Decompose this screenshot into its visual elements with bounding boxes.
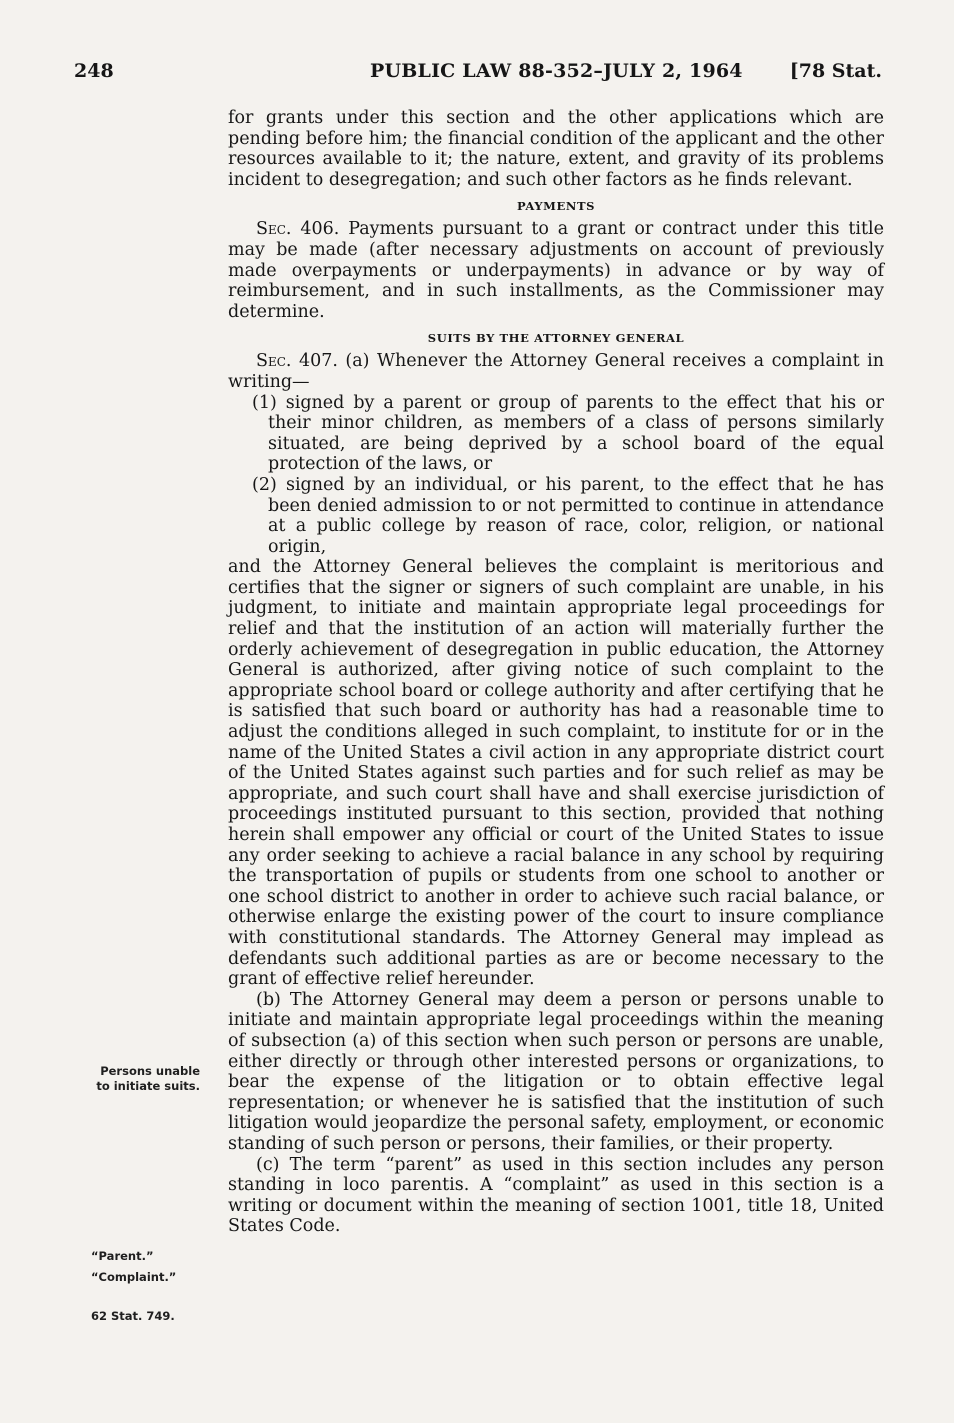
paragraph-main: and the Attorney General believes the complaint is meritorious and certifies that the signer or signers of such complaint are unable, in his judgment, to initiate and maintain appropriate legal proceedings for relief and that the institution of an action will materially further the orderly achievement of desegregation in public education, the Attorney General is authorized, after giving notice of such complaint to the appropriate school board or college authority and after certifying that he is satisfied that such board or authority has had a reasonable time to adjust the conditions alleged in such complaint, to institute for or in the name of the United States a civil action in any appropriate district court of the United States against such parties and for such relief as may be appropriate, and such court shall have and shall exercise jurisdiction of proceedings instituted pursuant to this section, provided that nothing herein shall empower any official or court of the United States to issue any order seeking to achieve a racial balance in any school by requiring the transportation of pupils or students from one school to another or one school district to another in order to achieve such racial balance, or otherwise enlarge the existing power of the court to insure compliance with constitutional standards. The Attorney General may implead as defendants such additional parties as are or become necessary to the grant of effective relief hereunder. — [228, 557, 884, 990]
document-body — [228, 108, 884, 1237]
statute-reference: [78 Stat. — [789, 60, 882, 82]
margin-note-parent: “Parent.” — [91, 1249, 154, 1263]
page-title: PUBLIC LAW 88-352–JULY 2, 1964 — [370, 60, 743, 82]
section-407 — [228, 351, 884, 392]
section-406 — [228, 219, 884, 322]
page-number: 248 — [74, 60, 114, 82]
bleed-through-text — [740, 1362, 744, 1376]
subsection-b: (b) The Attorney General may deem a person or persons unable to initiate and maintain appropriate legal proceedings within the meaning of subsection (a) of this section when such person or persons are unable, either directly or through other interested persons or organizations, to bear the expense of the litigation or to obtain effective legal representation; or whenever he is satisfied that the institution of such litigation would jeopardize the personal safety, employment, or economic standing of such person or persons, their families, or their property. — [228, 989, 884, 1154]
section-407-label: Sec. 407. — [256, 351, 338, 372]
section-heading-payments: PAYMENTS — [516, 199, 596, 214]
subsection-c: (c) The term “parent” as used in this section includes any person standing in loco parentis. A “complaint” as used in this section is a writing or document within the meaning of section 1001, title 18, United States Code. — [228, 1154, 884, 1237]
margin-note-stat-ref: 62 Stat. 749. — [91, 1309, 175, 1323]
margin-note-line-1: Persons unable — [100, 1064, 200, 1078]
clause-1: (1) signed by a parent or group of parents to the effect that his or their minor children, as members of a class of persons similarly situated, are being deprived by a school board of the equal protection of the laws, or — [252, 392, 884, 475]
section-406-label: Sec. 406. — [256, 219, 340, 240]
section-406-text: Payments pursuant to a grant or contract under this title may be made (after necessary adjustments on account of previously made overpayments or underpayments) in advance or by way of reimbursement, and in such installments, as the Commissioner may determine. — [228, 219, 884, 322]
section-407-text: (a) Whenever the Attorney General receives a complaint in writing— — [228, 351, 884, 392]
paragraph-continuation: for grants under this section and the other applications which are pending before him; the financial condition of the applicant and the other resources available to it; the nature, extent, and gravity of its problems incident to desegregation; and such other factors as he finds relevant. — [228, 108, 884, 190]
section-heading-suits: SUITS BY THE ATTORNEY GENERAL — [427, 331, 685, 346]
margin-note-persons-unable — [76, 1064, 200, 1094]
clause-2: (2) signed by an individual, or his parent, to the effect that he has been denied admission to or not permitted to continue in attendance at a public college by reason of race, color, religion, or national origin, — [252, 474, 884, 557]
page-header — [74, 60, 882, 90]
margin-note-complaint: “Complaint.” — [91, 1270, 177, 1284]
margin-note-line-2: to initiate suits. — [96, 1079, 200, 1093]
